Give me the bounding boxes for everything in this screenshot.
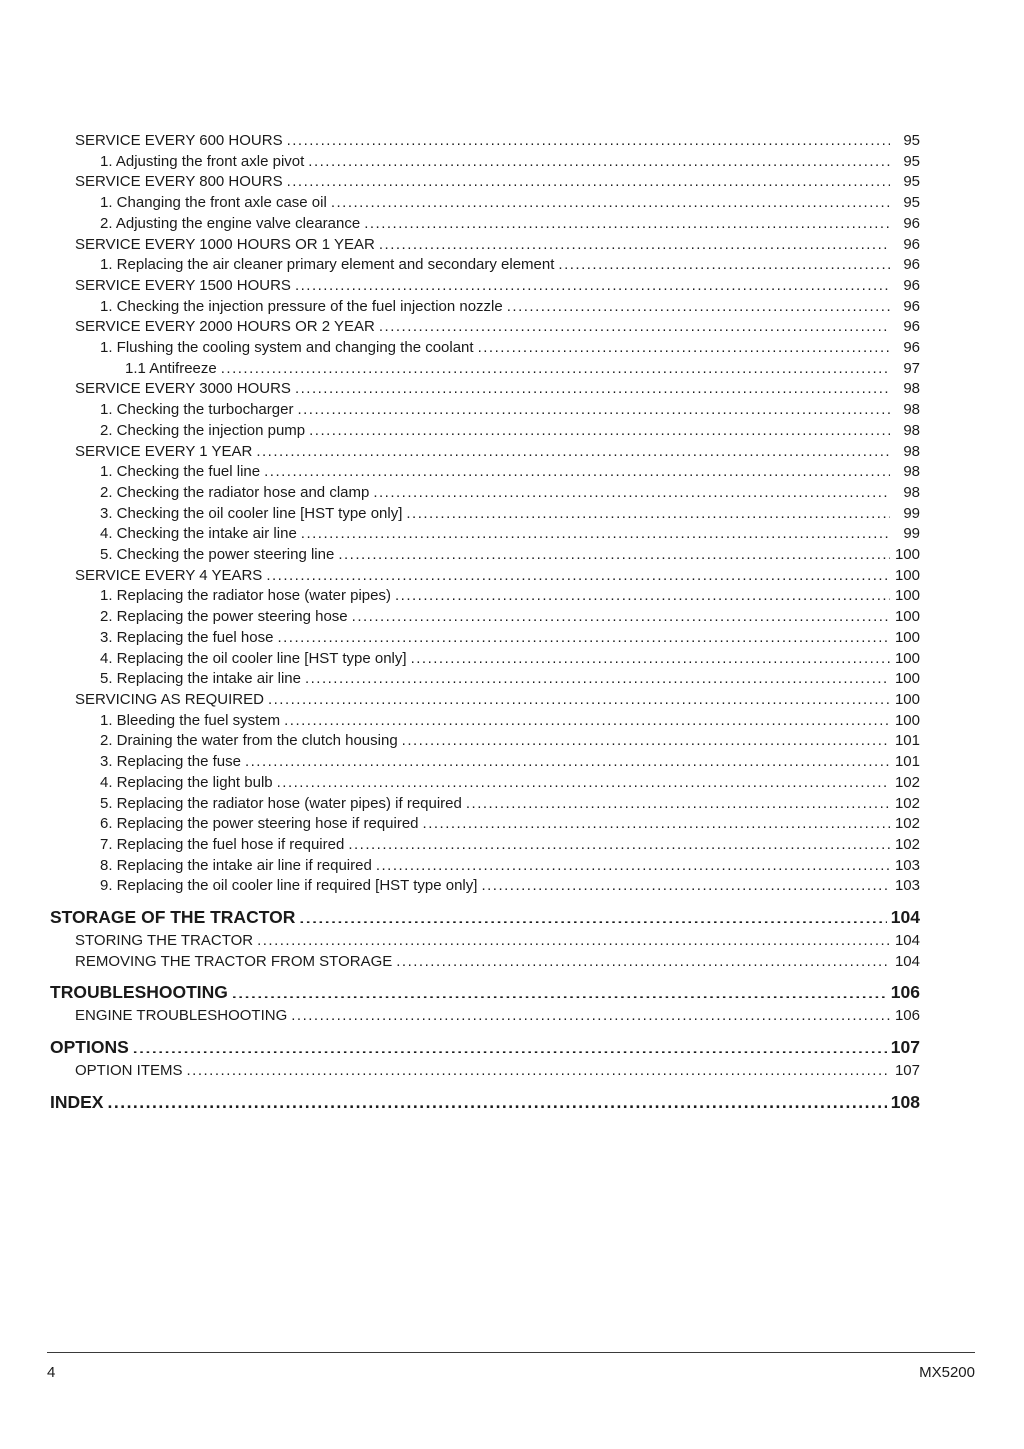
toc-entry-label: 1. Adjusting the front axle pivot (100, 152, 305, 170)
toc-entry (50, 931, 920, 952)
dot-leader (411, 649, 890, 664)
toc-entry-page-number: 98 (903, 421, 920, 439)
toc-entry-page-number: 102 (894, 815, 920, 833)
toc-entry-label: 3. Replacing the fuse (100, 753, 241, 771)
toc-entry (50, 442, 920, 463)
toc-entry-page-number: 104 (894, 932, 920, 950)
toc-entry-page-number: 96 (903, 318, 920, 336)
dot-leader (297, 400, 890, 415)
toc-entry (50, 317, 920, 338)
toc-entry (50, 421, 920, 442)
toc-entry (50, 172, 920, 193)
toc-entry-label: 1. Checking the turbocharger (100, 401, 294, 419)
toc-entry-page-number: 104 (894, 952, 920, 970)
dot-leader (507, 297, 890, 312)
dot-leader (423, 814, 890, 829)
toc-entry-page-number: 96 (903, 339, 920, 357)
toc-entry (50, 255, 920, 276)
toc-entry-label: 1. Replacing the radiator hose (water pipes) (100, 587, 391, 605)
toc-entry-label: 1. Changing the front axle case oil (100, 194, 327, 212)
toc-entry-label: 1. Checking the fuel line (100, 463, 261, 481)
dot-leader (107, 1090, 886, 1108)
toc-entry-page-number: 102 (894, 773, 920, 791)
toc-entry-label: SERVICE EVERY 1500 HOURS (75, 276, 291, 294)
dot-leader (406, 504, 890, 519)
toc-entry-page-number: 98 (903, 401, 920, 419)
dot-leader (245, 752, 890, 767)
toc-entry-label: REMOVING THE TRACTOR FROM STORAGE (75, 952, 393, 970)
dot-leader (295, 379, 890, 394)
dot-leader (187, 1061, 890, 1076)
toc-entry-page-number: 95 (903, 173, 920, 191)
toc-entry (50, 131, 920, 152)
dot-leader (264, 462, 890, 477)
toc-entry-page-number: 106 (890, 982, 920, 1003)
toc-entry-label: OPTION ITEMS (75, 1062, 183, 1080)
toc-entry-label: 1. Bleeding the fuel system (100, 711, 281, 729)
toc-entry-page-number: 102 (894, 794, 920, 812)
toc-entry-page-number: 100 (894, 546, 920, 564)
dot-leader (352, 607, 890, 622)
toc-entry (50, 669, 920, 690)
dot-leader (338, 545, 890, 560)
dot-leader (466, 794, 890, 809)
table-of-contents (50, 131, 920, 1116)
dot-leader (379, 235, 890, 250)
toc-entry (50, 193, 920, 214)
toc-entry-page-number: 100 (894, 566, 920, 584)
toc-entry-label: 5. Replacing the radiator hose (water pipes) if required (100, 794, 462, 812)
toc-entry (50, 690, 920, 711)
dot-leader (308, 152, 890, 167)
toc-entry (50, 952, 920, 973)
toc-entry-label: 4. Checking the intake air line (100, 525, 297, 543)
toc-entry-page-number: 95 (903, 152, 920, 170)
dot-leader (305, 669, 890, 684)
toc-entry-label: 1. Replacing the air cleaner primary element and secondary element (100, 256, 555, 274)
dot-leader (402, 731, 890, 746)
dot-leader (232, 981, 887, 999)
toc-entry-page-number: 100 (894, 628, 920, 646)
toc-entry-page-number: 107 (894, 1062, 920, 1080)
toc-entry (50, 711, 920, 732)
toc-entry-label: 4. Replacing the light bulb (100, 773, 273, 791)
toc-entry (50, 504, 920, 525)
toc-entry-page-number: 102 (894, 835, 920, 853)
toc-entry (50, 338, 920, 359)
toc-entry (50, 586, 920, 607)
dot-leader (376, 856, 890, 871)
dot-leader (299, 906, 886, 924)
dot-leader (277, 773, 890, 788)
toc-entry (50, 905, 920, 929)
toc-entry-label: TROUBLESHOOTING (50, 982, 228, 1003)
toc-entry-label: 3. Checking the oil cooler line [HST type only] (100, 504, 403, 522)
toc-entry-label: INDEX (50, 1091, 104, 1112)
dot-leader (558, 255, 890, 270)
dot-leader (256, 442, 890, 457)
toc-entry-page-number: 101 (894, 732, 920, 750)
toc-entry-page-number: 103 (894, 877, 920, 895)
dot-leader (478, 338, 890, 353)
toc-entry-page-number: 100 (894, 587, 920, 605)
toc-entry-page-number: 100 (894, 711, 920, 729)
toc-entry (50, 1090, 920, 1114)
toc-entry-page-number: 96 (903, 297, 920, 315)
toc-entry-label: 9. Replacing the oil cooler line if required [HST type only] (100, 877, 478, 895)
toc-entry (50, 214, 920, 235)
dot-leader (373, 483, 890, 498)
toc-entry-label: STORAGE OF THE TRACTOR (50, 907, 296, 928)
toc-entry (50, 235, 920, 256)
toc-entry-page-number: 98 (903, 483, 920, 501)
toc-entry-label: SERVICE EVERY 1 YEAR (75, 442, 253, 460)
dot-leader (301, 524, 890, 539)
dot-leader (133, 1036, 887, 1054)
toc-entry (50, 276, 920, 297)
toc-entry-page-number: 100 (894, 608, 920, 626)
toc-entry-label: 7. Replacing the fuel hose if required (100, 835, 345, 853)
toc-entry-label: 8. Replacing the intake air line if required (100, 856, 372, 874)
toc-entry-label: 2. Draining the water from the clutch housing (100, 732, 398, 750)
dot-leader (348, 835, 890, 850)
dot-leader (284, 711, 890, 726)
toc-entry (50, 359, 920, 380)
dot-leader (309, 421, 890, 436)
toc-entry (50, 483, 920, 504)
toc-entry-label: 4. Replacing the oil cooler line [HST type only] (100, 649, 407, 667)
toc-entry (50, 773, 920, 794)
toc-entry (50, 814, 920, 835)
toc-entry-page-number: 95 (903, 132, 920, 149)
toc-entry-page-number: 98 (903, 463, 920, 481)
page-footer (47, 1352, 975, 1381)
toc-entry (50, 731, 920, 752)
toc-entry-page-number: 100 (894, 649, 920, 667)
dot-leader (364, 214, 890, 229)
toc-entry-page-number: 98 (903, 442, 920, 460)
toc-entry (50, 856, 920, 877)
toc-entry-label: SERVICE EVERY 600 HOURS (75, 132, 283, 149)
footer-model: MX5200 (919, 1364, 975, 1381)
dot-leader (331, 193, 890, 208)
toc-entry-page-number: 96 (903, 214, 920, 232)
toc-entry-label: 5. Replacing the intake air line (100, 670, 301, 688)
dot-leader (287, 172, 890, 187)
toc-entry (50, 545, 920, 566)
dot-leader (287, 131, 890, 146)
toc-entry-label: SERVICE EVERY 1000 HOURS OR 1 YEAR (75, 235, 375, 253)
toc-entry-label: STORING THE TRACTOR (75, 932, 254, 950)
toc-entry-page-number: 100 (894, 670, 920, 688)
toc-entry-page-number: 98 (903, 380, 920, 398)
dot-leader (266, 566, 890, 581)
toc-entry (50, 628, 920, 649)
toc-entry-page-number: 103 (894, 856, 920, 874)
dot-leader (268, 690, 890, 705)
toc-entry-label: 1.1 Antifreeze (125, 359, 217, 377)
toc-entry (50, 794, 920, 815)
toc-entry (50, 524, 920, 545)
dot-leader (291, 1006, 890, 1021)
toc-entry-page-number: 99 (903, 525, 920, 543)
toc-entry (50, 835, 920, 856)
toc-entry-label: 2. Adjusting the engine valve clearance (100, 214, 361, 232)
toc-entry-label: 5. Checking the power steering line (100, 546, 335, 564)
dot-leader (395, 586, 890, 601)
toc-entry-label: SERVICE EVERY 3000 HOURS (75, 380, 291, 398)
toc-entry-label: SERVICE EVERY 4 YEARS (75, 566, 263, 584)
toc-entry (50, 566, 920, 587)
toc-entry-label: 1. Flushing the cooling system and changing the coolant (100, 339, 474, 357)
toc-entry-label: SERVICING AS REQUIRED (75, 690, 264, 708)
toc-entry-label: 2. Replacing the power steering hose (100, 608, 348, 626)
toc-entry (50, 400, 920, 421)
toc-entry-label: 1. Checking the injection pressure of the fuel injection nozzle (100, 297, 503, 315)
toc-entry-page-number: 108 (890, 1091, 920, 1112)
toc-entry (50, 607, 920, 628)
toc-entry (50, 752, 920, 773)
toc-entry-label: OPTIONS (50, 1037, 129, 1058)
toc-entry-page-number: 96 (903, 276, 920, 294)
toc-entry-label: SERVICE EVERY 800 HOURS (75, 173, 283, 191)
toc-entry-label: 3. Replacing the fuel hose (100, 628, 274, 646)
toc-entry (50, 1035, 920, 1059)
dot-leader (277, 628, 890, 643)
toc-entry-label: 2. Checking the radiator hose and clamp (100, 483, 370, 501)
toc-entry-page-number: 101 (894, 753, 920, 771)
dot-leader (221, 359, 890, 374)
toc-entry (50, 462, 920, 483)
toc-entry-page-number: 104 (890, 907, 920, 928)
footer-page-number: 4 (47, 1364, 56, 1381)
toc-entry (50, 980, 920, 1004)
toc-entry-page-number: 95 (903, 194, 920, 212)
toc-entry (50, 649, 920, 670)
toc-entry (50, 297, 920, 318)
toc-entry-page-number: 100 (894, 690, 920, 708)
toc-entry-label: 2. Checking the injection pump (100, 421, 306, 439)
toc-entry-page-number: 96 (903, 235, 920, 253)
toc-entry (50, 876, 920, 897)
toc-entry-label: SERVICE EVERY 2000 HOURS OR 2 YEAR (75, 318, 375, 336)
dot-leader (295, 276, 890, 291)
toc-entry-page-number: 106 (894, 1007, 920, 1025)
dot-leader (481, 876, 890, 891)
toc-entry (50, 1006, 920, 1027)
toc-entry (50, 1061, 920, 1082)
dot-leader (257, 931, 890, 946)
dot-leader (379, 317, 890, 332)
toc-entry (50, 152, 920, 173)
toc-entry-label: 6. Replacing the power steering hose if required (100, 815, 419, 833)
toc-entry-label: ENGINE TROUBLESHOOTING (75, 1007, 288, 1025)
toc-entry-page-number: 99 (903, 504, 920, 522)
toc-entry-page-number: 107 (890, 1037, 920, 1058)
dot-leader (396, 952, 890, 967)
toc-entry (50, 379, 920, 400)
toc-entry-page-number: 96 (903, 256, 920, 274)
toc-entry-page-number: 97 (903, 359, 920, 377)
